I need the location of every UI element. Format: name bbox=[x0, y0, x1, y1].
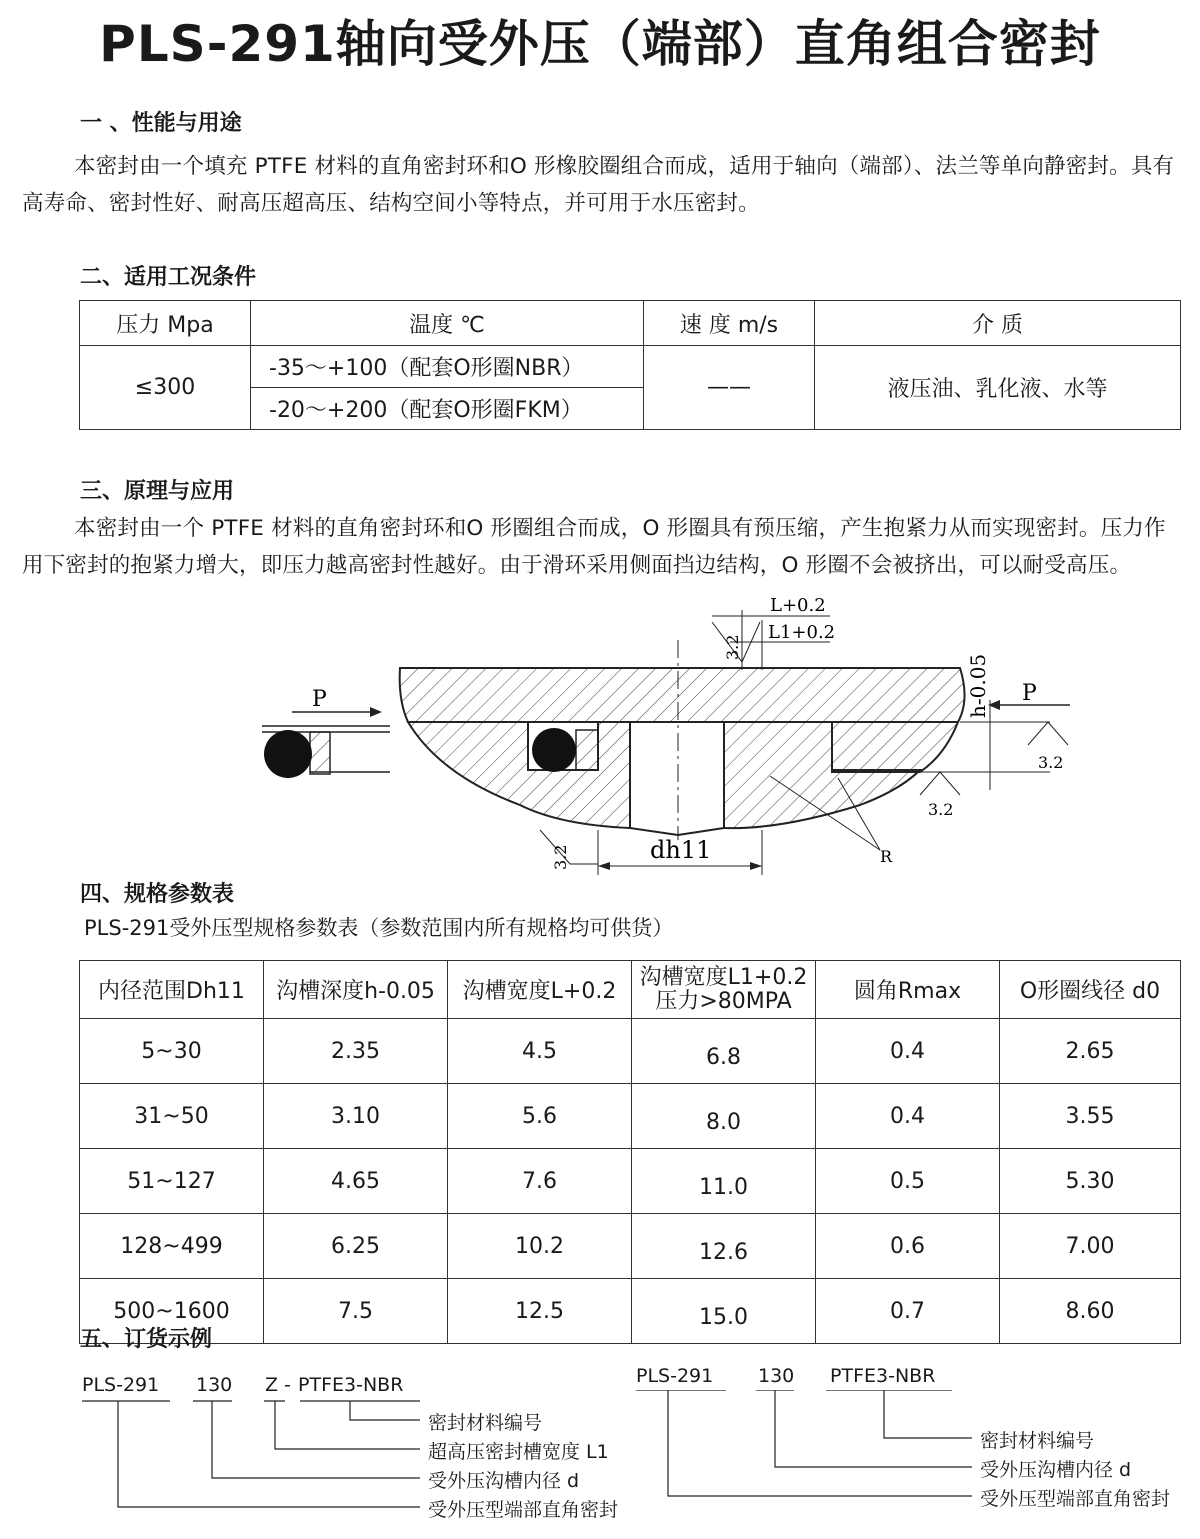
radius-label: R bbox=[880, 847, 893, 866]
cell-speed: —— bbox=[644, 346, 815, 430]
order-left-label-4: 受外压型端部直角密封 bbox=[428, 1499, 619, 1521]
order-leader-lines bbox=[0, 1390, 1200, 1530]
section-2-heading: 二、适用工况条件 bbox=[80, 265, 257, 290]
dim-l1: L1+0.2 bbox=[768, 622, 836, 643]
spec-table bbox=[79, 960, 1181, 1344]
cell-pressure: ≤300 bbox=[80, 346, 251, 430]
spec-header-r: 圆角Rmax bbox=[816, 961, 1000, 1019]
section-3-text: 本密封由一个 PTFE 材料的直角密封环和O 形圈组合而成，O 形圈具有预压缩，产生抱紧力从而实现密封。压力作用下密封的抱紧力增大，即压力越高密封性越好。由于滑环采用侧面挡边结构，O 形圈不会被挤出，可以耐受高压。 bbox=[22, 516, 1166, 578]
spec-header-d0: O形圈线径 d0 bbox=[1000, 961, 1181, 1019]
section-4-heading: 四、规格参数表 bbox=[80, 882, 235, 907]
spec-header-h: 沟槽深度h-0.05 bbox=[264, 961, 448, 1019]
section-5-heading: 五、订货示例 bbox=[80, 1327, 213, 1352]
table-row: 128~499 6.25 10.2 12.6 0.6 7.00 bbox=[80, 1214, 1181, 1279]
order-right-size: 130 bbox=[758, 1365, 795, 1387]
order-left-size: 130 bbox=[196, 1374, 233, 1396]
order-right-label-2: 受外压沟槽内径 d bbox=[980, 1459, 1132, 1481]
dim-h: h-0.05 bbox=[966, 653, 990, 718]
order-left-material: PTFE3-NBR bbox=[298, 1374, 404, 1396]
spec-table-subtitle: PLS-291受外压型规格参数表（参数范围内所有规格均可供货） bbox=[84, 916, 674, 940]
spec-header-l: 沟槽宽度L+0.2 bbox=[448, 961, 632, 1019]
table-row: 51~127 4.65 7.6 11.0 0.5 5.30 bbox=[80, 1149, 1181, 1214]
dim-l: L+0.2 bbox=[770, 595, 826, 616]
order-left-label-2: 超高压密封槽宽度 L1 bbox=[428, 1441, 609, 1463]
upper-flange bbox=[400, 668, 965, 722]
order-right-label-3: 受外压型端部直角密封 bbox=[980, 1488, 1171, 1510]
seal-in-groove bbox=[532, 728, 598, 772]
order-left-z: Z bbox=[265, 1374, 279, 1396]
spec-header-l1: 沟槽宽度L1+0.2 压力>80MPA bbox=[632, 961, 816, 1019]
table-row: 5~30 2.35 4.5 6.8 0.4 2.65 bbox=[80, 1019, 1181, 1084]
table-row: 500~1600 7.5 12.5 15.0 0.7 8.60 bbox=[80, 1279, 1181, 1344]
section-3-heading: 三、原理与应用 bbox=[80, 479, 235, 504]
dim-dh11: dh11 bbox=[650, 836, 712, 864]
page-title: PLS-291轴向受外压（端部）直角组合密封 bbox=[99, 15, 1101, 73]
cell-medium: 液压油、乳化液、水等 bbox=[815, 346, 1181, 430]
order-left-dash: - bbox=[284, 1374, 291, 1396]
table-row: 31~50 3.10 5.6 8.0 0.4 3.55 bbox=[80, 1084, 1181, 1149]
header-speed: 速 度 m/s bbox=[644, 301, 815, 346]
seal-groove-diagram bbox=[0, 585, 1200, 885]
roughness-lower-right: 3.2 bbox=[928, 800, 954, 819]
section-1-text: 本密封由一个填充 PTFE 材料的直角密封环和O 形橡胶圈组合而成，适用于轴向（端部）、法兰等单向静密封。具有高寿命、密封性好、耐高压超高压、结构空间小等特点，并可用于水压密封。 bbox=[22, 154, 1175, 216]
pressure-label-right: P bbox=[1022, 681, 1037, 706]
header-medium: 介 质 bbox=[815, 301, 1181, 346]
spec-header-dh: 内径范围Dh11 bbox=[80, 961, 264, 1019]
cell-temp-nbr: -35～+100（配套O形圈NBR） bbox=[251, 346, 644, 388]
order-left-label-1: 密封材料编号 bbox=[428, 1412, 543, 1434]
roughness-right: 3.2 bbox=[1038, 753, 1064, 772]
header-temperature: 温度 ℃ bbox=[251, 301, 644, 346]
header-pressure: 压力 Mpa bbox=[80, 301, 251, 346]
pressure-label-left: P bbox=[312, 687, 327, 712]
cell-temp-fkm: -20～+200（配套O形圈FKM） bbox=[251, 388, 644, 430]
roughness-bottom: 3.2 bbox=[551, 844, 570, 870]
order-right-label-1: 密封材料编号 bbox=[980, 1430, 1095, 1452]
detached-seal bbox=[262, 726, 390, 778]
order-right-series: PLS-291 bbox=[636, 1365, 714, 1387]
order-left-label-3: 受外压沟槽内径 d bbox=[428, 1470, 580, 1492]
roughness-top: 3.2 bbox=[723, 634, 742, 660]
conditions-table bbox=[79, 300, 1181, 430]
order-right-material: PTFE3-NBR bbox=[830, 1365, 936, 1387]
section-1-heading: 一 、性能与用途 bbox=[80, 111, 242, 136]
order-left-series: PLS-291 bbox=[82, 1374, 160, 1396]
